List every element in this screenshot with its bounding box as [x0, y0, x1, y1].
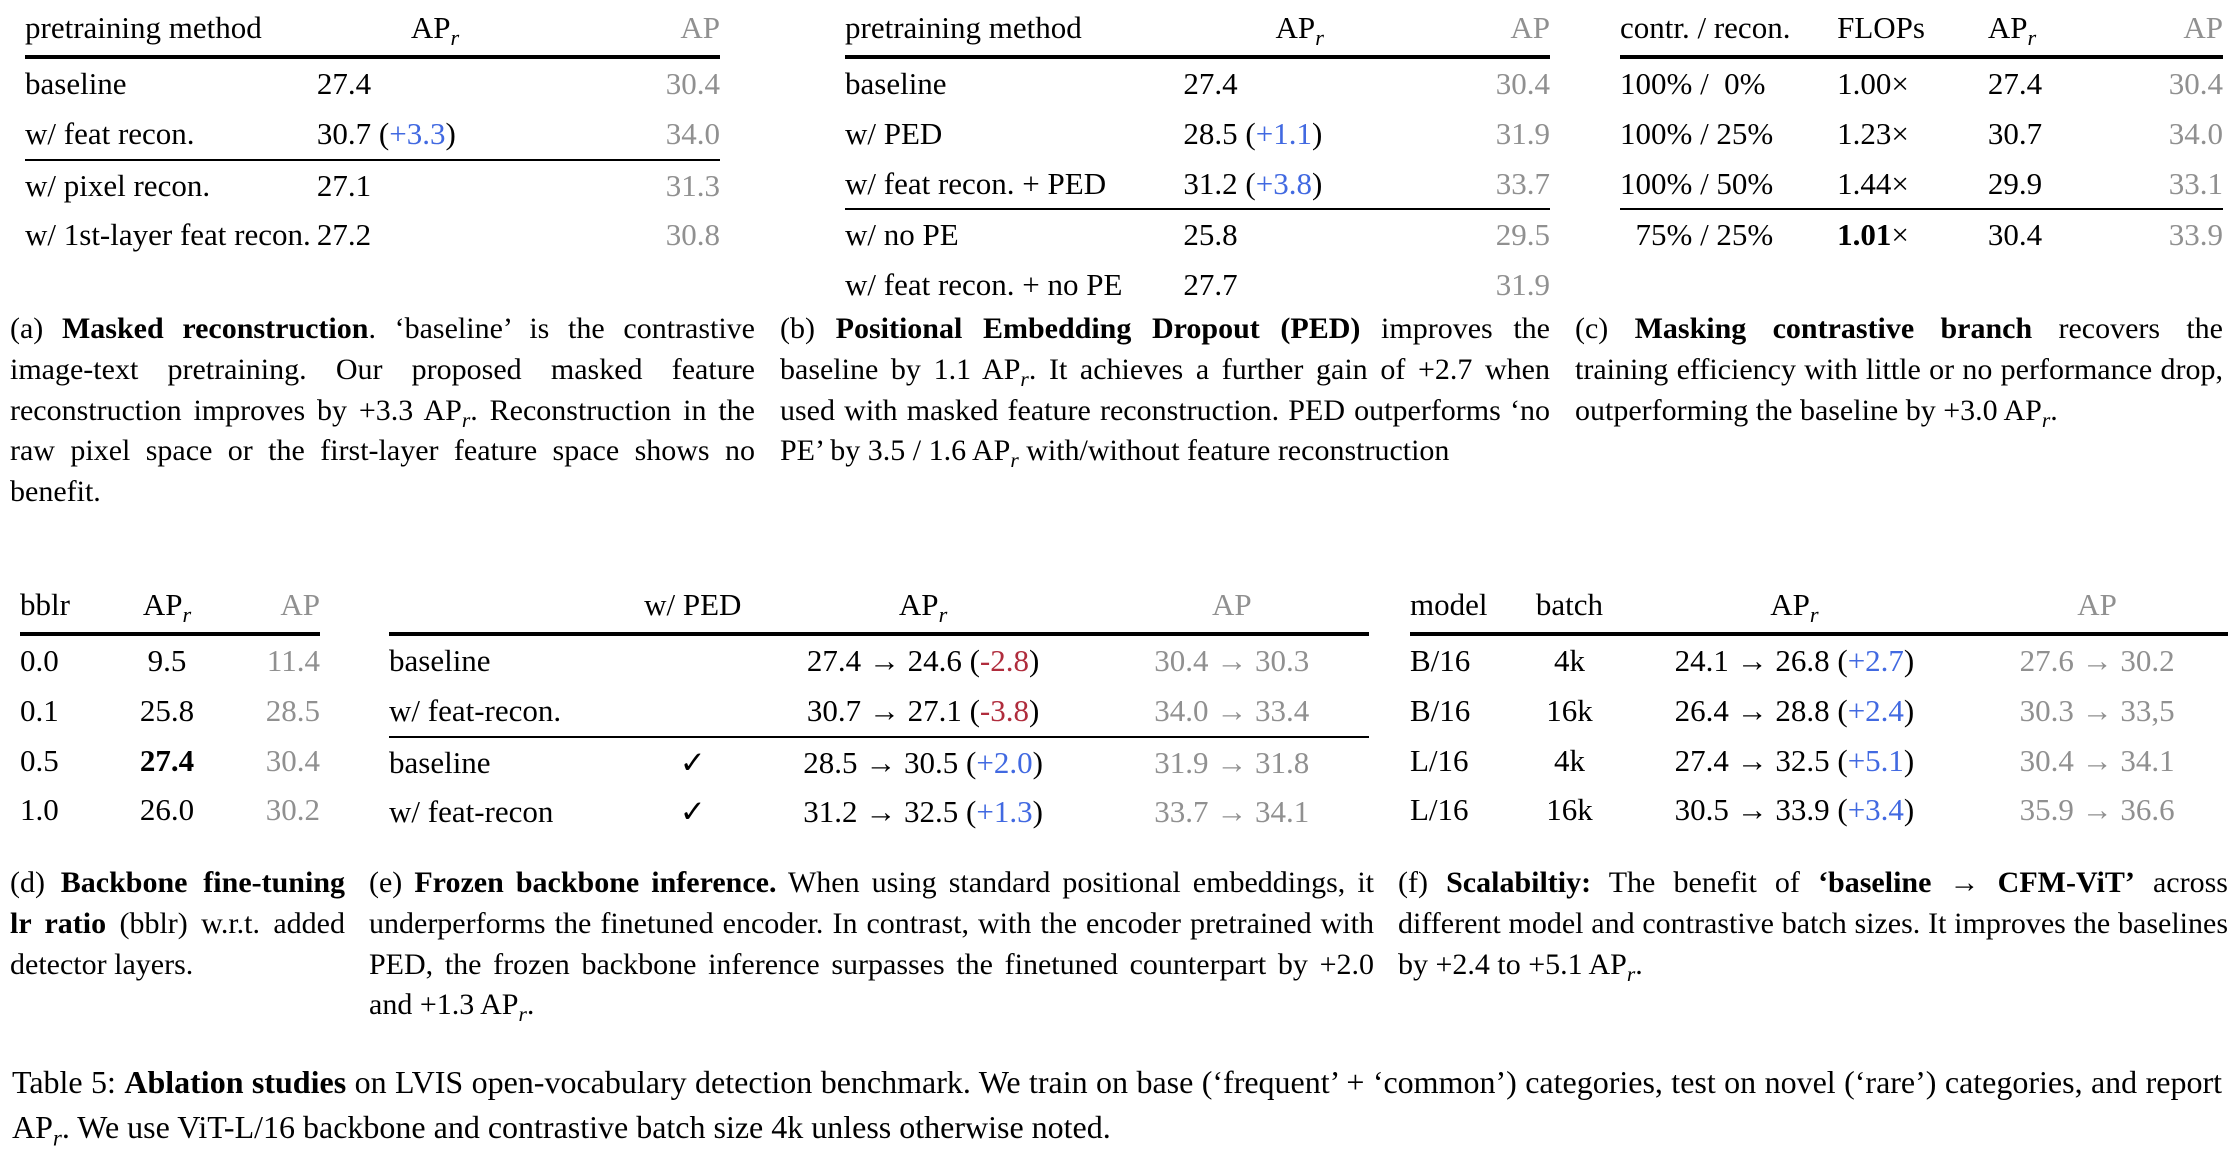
- cell-bblr: 0.5: [20, 742, 59, 778]
- caption-b: (b) Positional Embedding Dropout (PED) improves the baseline by 1.1 $AP_r$. It achieves a further gain of +2.7 when used with masked feature reconstruction. PED outperforms ‘no PE’ by 3.5 / 1.6 $AP_r$ with/without feature reconstruction: [780, 312, 1550, 473]
- cell-ap: 33.7: [1495, 165, 1550, 201]
- caption-f: (f) Scalabiltiy: The benefit of ‘baseline → CFM-ViT’ across different model and contrastive batch sizes. It improves the baselines by +2.4 to +5.1 $AP_r$.: [1398, 865, 2228, 986]
- cell-apr: 24.1 → 26.8 (+2.7): [1674, 642, 1915, 678]
- cell-ap: 35.9 → 36.6: [2019, 792, 2175, 828]
- table-row: [25, 160, 720, 211]
- table-row: [389, 686, 1369, 737]
- cell-ap: 30.4: [265, 742, 320, 778]
- cell-method: w/ feat-recon.: [389, 692, 562, 728]
- col-header-model: model: [1410, 583, 1516, 634]
- cell-ap: 31.3: [553, 160, 720, 211]
- cell-apr: 30.4: [1988, 209, 2115, 260]
- cell-ap: 31.9: [1495, 115, 1550, 151]
- cell-ped-check: ✓: [679, 794, 706, 830]
- table-row: [20, 634, 320, 686]
- table-row: [389, 737, 1369, 788]
- cell-flops: 1.23×: [1837, 115, 1909, 151]
- cell-batch: 4k: [1553, 642, 1585, 678]
- table-row: [845, 109, 1550, 159]
- cell-apr: 31.2 → 32.5 (+1.3): [803, 794, 1043, 830]
- table-row: [1410, 785, 2228, 835]
- cell-ap: 30.4: [665, 66, 720, 101]
- cell-apr: 27.7: [1183, 267, 1238, 301]
- cell-apr: 28.5 (+1.1): [1183, 115, 1323, 151]
- cell-method: w/ feat recon. + no PE: [845, 267, 1123, 301]
- cell-model: B/16: [1410, 692, 1471, 728]
- table-row: [25, 57, 720, 109]
- cell-apr: 25.8: [139, 692, 195, 728]
- cell-flops: 1.44×: [1837, 165, 1909, 201]
- table-a-area: [10, 6, 755, 301]
- cell-ap: 31.9 → 31.8: [1095, 737, 1369, 788]
- cell-ap: 30.2: [265, 792, 320, 828]
- table-b-header-row: [845, 6, 1550, 57]
- cell-ratio: 100% / 25%: [1620, 115, 1774, 151]
- cell-batch: 4k: [1553, 742, 1585, 778]
- col-header-ap: AP: [553, 6, 720, 57]
- table-row: [25, 210, 720, 260]
- table-row: [25, 109, 720, 160]
- col-header-ap: AP: [224, 583, 320, 634]
- cell-ap: 29.5: [1416, 209, 1550, 260]
- caption-a: (a) Masked reconstruction. ‘baseline’ is the contrastive image-text pretraining. Our proposed masked feature reconstruction improves by +3.3 $AP_r$. Reconstruction in the raw pixel space or the first-layer feature space shows no benefit.: [10, 312, 755, 509]
- subfigure-b: [780, 6, 1550, 513]
- table-e: [389, 583, 1369, 837]
- table-d: [20, 583, 320, 835]
- cell-method: w/ feat recon.: [25, 115, 195, 151]
- table-c: [1620, 6, 2223, 260]
- cell-method: w/ 1st-layer feat recon.: [25, 217, 311, 253]
- subfigure-f: [1398, 583, 2228, 1026]
- col-header-ap: AP: [1966, 583, 2228, 634]
- cell-apr: 27.1: [317, 160, 553, 211]
- table-row: [845, 159, 1550, 210]
- table-a: [25, 6, 720, 260]
- cell-ped-check: [634, 634, 752, 686]
- cell-apr: 27.4: [1987, 66, 2043, 101]
- cell-method: baseline: [25, 66, 127, 101]
- col-header-empty: [389, 583, 634, 634]
- subfigure-row-bottom: [10, 583, 2228, 1026]
- cell-batch: 16k: [1546, 692, 1593, 728]
- col-header-flops: FLOPs: [1837, 6, 1988, 57]
- cell-apr: 27.4 → 32.5 (+5.1): [1674, 742, 1915, 778]
- table-b-area: [780, 6, 1550, 301]
- subfigure-d: [10, 583, 345, 1026]
- table-d-area: [10, 583, 345, 855]
- table-e-area: [369, 583, 1374, 855]
- cell-method: w/ feat-recon: [389, 794, 554, 830]
- cell-apr: 27.4: [139, 742, 195, 778]
- col-header-pretraining-method: pretraining method: [25, 6, 317, 57]
- cell-ap: 33.7 → 34.1: [1154, 794, 1310, 830]
- cell-model: B/16: [1410, 642, 1471, 678]
- cell-apr: 26.4 → 28.8 (+2.4): [1674, 692, 1915, 728]
- cell-ap: 30.4 → 34.1: [2019, 742, 2175, 778]
- cell-model: L/16: [1410, 742, 1469, 778]
- cell-model: L/16: [1410, 792, 1469, 828]
- table-e-header-row: [389, 583, 1369, 634]
- cell-flops: 1.01×: [1837, 209, 1988, 260]
- cell-method: baseline: [845, 66, 947, 101]
- cell-apr: 25.8: [1183, 209, 1416, 260]
- col-header-apr: $AP_r$: [1988, 6, 2115, 57]
- cell-ped-check: ✓: [634, 737, 752, 788]
- col-header-apr: $AP_r$: [317, 6, 553, 57]
- col-header-apr: $AP_r$: [110, 583, 224, 634]
- cell-ap: 31.9: [1495, 267, 1550, 301]
- table-row: [1620, 57, 2223, 109]
- table-f: [1410, 583, 2228, 835]
- cell-ped-check: [634, 686, 752, 737]
- cell-apr: 26.0: [139, 792, 195, 828]
- cell-method: baseline: [389, 737, 634, 788]
- cell-ap: 30.8: [665, 217, 720, 253]
- table-f-area: [1398, 583, 2228, 855]
- cell-bblr: 0.1: [20, 692, 59, 728]
- caption-d: (d) Backbone fine-tuning lr ratio (bblr) w.r.t. added detector layers.: [10, 865, 345, 981]
- table-c-area: [1575, 6, 2223, 301]
- subfigure-row-top: [10, 6, 2228, 513]
- caption-c: (c) Masking contrastive branch recovers the training efficiency with little or no performance drop, outperforming the baseline by +3.0 $AP_r$.: [1575, 312, 2223, 432]
- table-row: [845, 209, 1550, 260]
- col-header-apr: $AP_r$: [1183, 6, 1416, 57]
- cell-method: baseline: [389, 642, 491, 678]
- col-header-contr-recon: contr. / recon.: [1620, 6, 1837, 57]
- cell-apr: 29.9: [1987, 165, 2043, 201]
- cell-apr: 27.4 → 24.6 (-2.8): [806, 642, 1040, 678]
- subfigure-c: [1575, 6, 2223, 513]
- cell-ap: 34.0 → 33.4: [1154, 692, 1310, 728]
- table-row: [20, 736, 320, 786]
- cell-ap: 33.9: [2114, 209, 2223, 260]
- table-row: [845, 260, 1550, 301]
- table-row: [1620, 209, 2223, 260]
- cell-apr: 30.7: [1987, 115, 2043, 151]
- cell-ratio: 100% / 0%: [1620, 66, 1766, 101]
- cell-apr: 28.5 → 30.5 (+2.0): [752, 737, 1095, 788]
- cell-ap: 28.5: [265, 692, 320, 728]
- cell-ratio: 75% / 25%: [1620, 209, 1837, 260]
- cell-apr: 30.7 → 27.1 (-3.8): [806, 692, 1040, 728]
- table-row: [20, 686, 320, 736]
- cell-apr: 27.4: [316, 66, 372, 101]
- subfigure-a: [10, 6, 755, 513]
- table-row: [1620, 159, 2223, 210]
- cell-ap: 30.4: [2168, 66, 2223, 101]
- cell-apr: 30.5 → 33.9 (+3.4): [1674, 792, 1915, 828]
- cell-ap: 11.4: [266, 642, 320, 678]
- table-row: [20, 785, 320, 835]
- subfigure-e: [369, 583, 1374, 1026]
- cell-method: w/ PED: [845, 115, 943, 151]
- cell-method: w/ pixel recon.: [25, 160, 317, 211]
- cell-apr: 31.2 (+3.8): [1183, 165, 1323, 201]
- col-header-ap: AP: [1095, 583, 1369, 634]
- cell-batch: 16k: [1546, 792, 1593, 828]
- table-row: [845, 57, 1550, 109]
- cell-method: w/ feat recon. + PED: [845, 165, 1107, 201]
- table-row: [1410, 736, 2228, 786]
- cell-ap: 30.3 → 33,5: [2019, 692, 2175, 728]
- col-header-ap: AP: [2114, 6, 2223, 57]
- table-c-header-row: [1620, 6, 2223, 57]
- cell-ap: 27.6 → 30.2: [2019, 642, 2175, 678]
- cell-ap: 30.4 → 30.3: [1154, 642, 1310, 678]
- cell-ratio: 100% / 50%: [1620, 165, 1774, 201]
- cell-ap: 30.4: [1495, 66, 1550, 101]
- table-row: [389, 634, 1369, 686]
- col-header-apr: $AP_r$: [1623, 583, 1967, 634]
- col-header-pretraining-method: pretraining method: [845, 6, 1183, 57]
- cell-apr: 9.5: [147, 642, 187, 678]
- table-a-header-row: [25, 6, 720, 57]
- cell-flops: 1.00×: [1837, 66, 1909, 101]
- table-caption: Table 5: Ablation studies on LVIS open-vocabulary detection benchmark. We train on base (‘frequent’ + ‘common’) categories, test on novel (‘rare’) categories, and report $AP_r$. We use ViT-L/16 backbone and contrastive batch size 4k unless otherwise noted.: [12, 1064, 2223, 1151]
- table-b: [845, 6, 1550, 301]
- table-d-header-row: [20, 583, 320, 634]
- col-header-apr: $AP_r$: [752, 583, 1095, 634]
- cell-bblr: 1.0: [20, 792, 59, 828]
- cell-apr: 30.7 (+3.3): [316, 115, 456, 151]
- table-row: [1410, 686, 2228, 736]
- cell-ap: 34.0: [2168, 115, 2223, 151]
- col-header-bblr: bblr: [20, 583, 110, 634]
- caption-e: (e) Frozen backbone inference. When using standard positional embeddings, it underperforms the finetuned encoder. In contrast, with the encoder pretrained with PED, the frozen backbone inference surpasses the finetuned counterpart by +2.0 and +1.3 $AP_r$.: [369, 865, 1375, 1027]
- col-header-ap: AP: [1416, 6, 1550, 57]
- col-header-w-ped: w/ PED: [634, 583, 752, 634]
- cell-ap: 33.1: [2168, 165, 2223, 201]
- cell-apr: 27.2: [316, 217, 372, 253]
- cell-bblr: 0.0: [20, 642, 59, 678]
- table-row: [389, 787, 1369, 837]
- col-header-batch: batch: [1516, 583, 1622, 634]
- table-row: [1620, 109, 2223, 159]
- cell-ap: 34.0: [665, 115, 720, 151]
- table-f-header-row: [1410, 583, 2228, 634]
- cell-method: w/ no PE: [845, 209, 1183, 260]
- cell-apr: 27.4: [1183, 66, 1238, 101]
- table-row: [1410, 634, 2228, 686]
